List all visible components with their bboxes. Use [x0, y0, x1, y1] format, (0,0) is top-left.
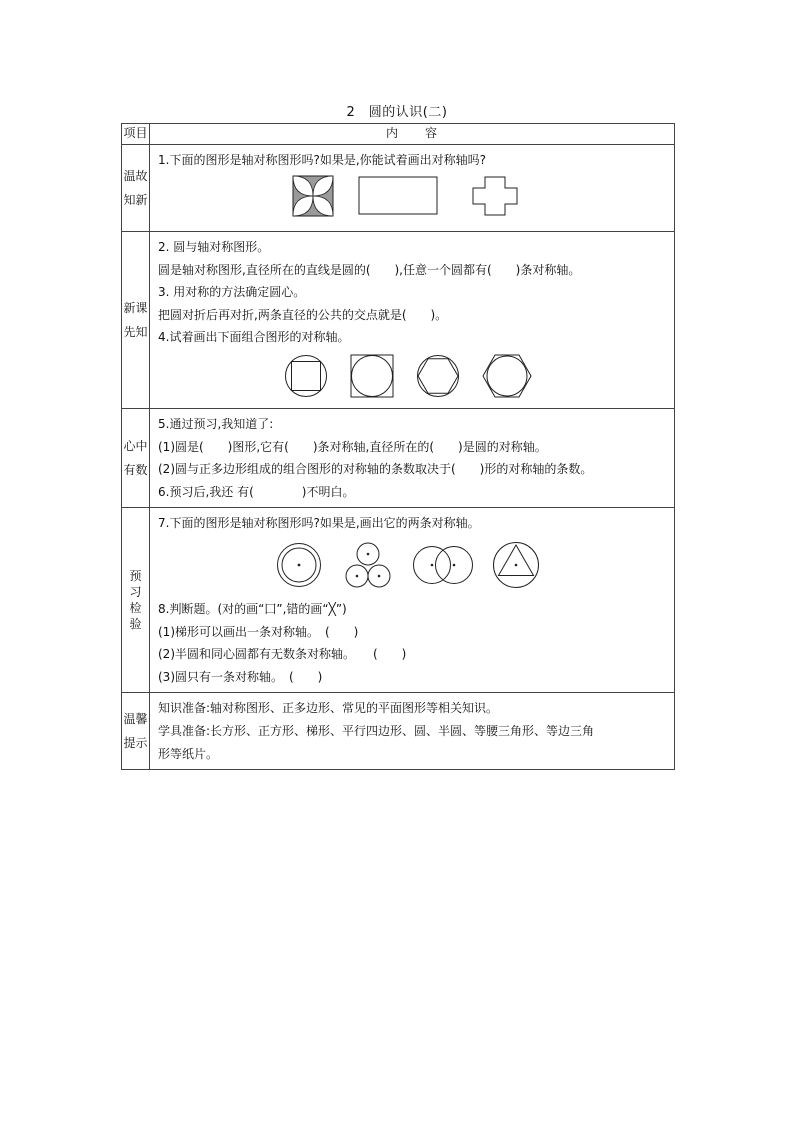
row-new-lesson [122, 232, 675, 409]
figures-q7 [158, 535, 666, 592]
row-tips [122, 693, 675, 770]
label-new-lesson-line2: 先知 [123, 325, 148, 339]
check-line-1: 7.下面的图形是轴对称图形吗?如果是,画出它的两条对称轴。 [158, 516, 480, 531]
header-content: 内 容 [150, 124, 675, 145]
label-tips-line1: 温馨 [123, 712, 148, 727]
content-check [150, 508, 675, 693]
overlapping-circles-figure [412, 545, 474, 585]
mind-line-2: (1)圆是( )图形,它有( )条对称轴,直径所在的( )是圆的对称轴。 [158, 439, 547, 454]
flower-square-figure [292, 175, 334, 217]
worksheet-table [121, 123, 675, 770]
label-review-line2: 知新 [123, 193, 148, 207]
mind-line-1: 5.通过预习,我知道了: [158, 417, 274, 431]
label-check-char-1: 预 [129, 569, 142, 584]
new-lesson-line-1: 2. 圆与轴对称图形。 [158, 240, 270, 254]
content-new-lesson [150, 232, 675, 409]
label-mind-line1: 心中 [123, 439, 148, 454]
new-lesson-line-3: 3. 用对称的方法确定圆心。 [158, 285, 306, 300]
rectangle-figure [358, 176, 438, 216]
figures-q1 [158, 172, 666, 217]
label-check [122, 508, 150, 693]
mind-line-4: 6.预习后,我还 有( )不明白。 [158, 484, 355, 499]
label-new-lesson-line1: 新课 [123, 301, 148, 315]
check-line-4: (2)半圆和同心圆都有无数条对称轴。 ( ) [158, 647, 407, 662]
mind-line-3: (2)圆与正多边形组成的组合图形的对称轴的条数取决于( )形的对称轴的条数。 [158, 462, 593, 477]
label-review-line1: 温故 [123, 169, 148, 183]
new-lesson-line-2: 圆是轴对称图形,直径所在的直线是圆的( ),任意一个圆都有( )条对称轴。 [158, 262, 581, 277]
row-mind [122, 409, 675, 508]
tips-line-1: 知识准备:轴对称图形、正多边形、常见的平面图形等相关知识。 [158, 701, 499, 716]
three-circles-figure [344, 541, 392, 589]
label-check-char-2: 习 [129, 585, 142, 600]
figures-q4 [158, 349, 666, 399]
new-lesson-line-5: 4.试着画出下面组合图形的对称轴。 [158, 330, 350, 345]
content-review [150, 145, 675, 232]
label-mind [122, 409, 150, 508]
check-line-2: 8.判断题。(对的画“囗”,错的画“╳”) [158, 601, 347, 616]
question-1: 1.下面的图形是轴对称图形吗?如果是,你能试着画出对称轴吗? [158, 153, 487, 167]
square-in-circle-figure [284, 354, 328, 398]
circle-in-square-figure [350, 354, 394, 398]
tips-line-2: 学具准备:长方形、正方形、梯形、平行四边形、圆、半圆、等腰三角形、等边三角 [158, 723, 595, 738]
page-title: 2 圆的认识(二) [346, 105, 448, 120]
tips-line-3: 形等纸片。 [158, 746, 219, 761]
label-check-char-3: 检 [129, 601, 142, 616]
check-line-5: (3)圆只有一条对称轴。 ( ) [158, 669, 323, 684]
content-mind [150, 409, 675, 508]
label-tips-line2: 提示 [123, 736, 148, 751]
content-tips [150, 693, 675, 770]
check-line-3: (1)梯形可以画出一条对称轴。 ( ) [158, 624, 359, 639]
cross-figure [472, 176, 518, 216]
label-tips [122, 693, 150, 770]
label-check-char-4: 验 [129, 617, 142, 632]
row-check [122, 508, 675, 693]
hexagon-in-circle-figure [416, 354, 460, 398]
circle-in-hexagon-figure [482, 353, 532, 399]
label-mind-line2: 有数 [123, 463, 148, 478]
label-review [122, 145, 150, 232]
new-lesson-line-4: 把圆对折后再对折,两条直径的公共的交点就是( )。 [158, 307, 448, 322]
row-review [122, 145, 675, 232]
concentric-circles-figure [276, 542, 322, 588]
header-item: 项目 [122, 124, 150, 145]
header-row [122, 124, 675, 145]
label-new-lesson [122, 232, 150, 409]
triangle-in-circle-figure [492, 541, 540, 589]
